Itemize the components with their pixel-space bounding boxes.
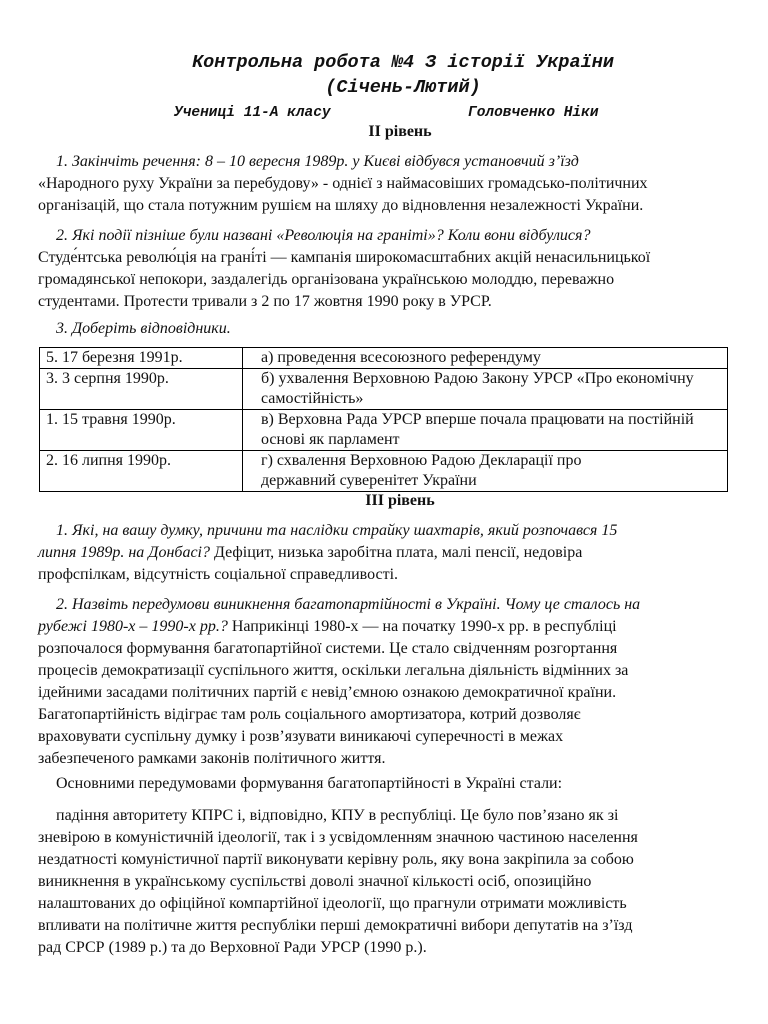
event-cell [243,348,728,369]
answer-text: Наприкінці 1980-х — на початку 1990-х рр. в республіці [227,618,617,635]
date-cell: 2. 16 липня 1990р. [40,451,243,492]
document-subtitle: (Січень-Лютий) [325,77,481,98]
paragraph-line: зневірою в комуністичній ідеології, так і з усвідомленням значною частиною населення [38,829,638,846]
answer-line: громадянської непокори, заздалегідь організована українською молоддю, переважно [38,271,615,288]
table-row [40,369,728,410]
answer-line: ідейними засадами політичних партій є невід’ємною ознакою демократичної країни. [38,684,617,701]
student-name: Головченко Ніки [468,105,599,121]
date-cell: 5. 17 березня 1991р. [40,348,243,369]
paragraph-details [38,805,738,959]
question-text: 1. Закінчіть речення: 8 – 10 вересня 1989р. у Києві відбувся установчий з’їзд [56,153,579,170]
paragraph-line: впливати на політичне життя республіки перші демократичні вибори депутатів на з’їзд [38,917,633,934]
level2-question-3 [38,318,738,340]
event-line: а) проведення всесоюзного референдуму [261,349,541,366]
event-cell [243,410,728,451]
paragraph-line: рад СРСР (1989 р.) та до Верховної Ради УРСР (1990 р.). [38,939,427,956]
level2-question-2 [38,225,738,313]
level3-question-2 [38,594,738,770]
paragraph-line: налаштованих до офіційної компартійної ідеології, що прагнули отримати можливість [38,895,627,912]
event-line: в) Верховна Рада УРСР вперше почала працювати на постійній [261,411,694,428]
question-text: липня 1989р. на Донбасі? [38,544,210,561]
date-cell: 3. 3 серпня 1990р. [40,369,243,410]
answer-text: Дефіцит, низька заробітна плата, малі пенсії, недовіра [210,544,583,561]
date-cell: 1. 15 травня 1990р. [40,410,243,451]
student-class: Учениці 11-А класу [174,105,331,121]
event-line: самостійність» [261,390,364,407]
paragraph-text: Основними передумовами формування багатопартійності в Україні стали: [56,775,563,792]
level3-question-1 [38,520,738,586]
event-line: державний суверенітет України [261,472,477,489]
answer-line: розпочалося формування багатопартійної системи. Це стало свідченням розгортання [38,640,618,657]
question-text: 1. Які, на вашу думку, причини та наслідки страйку шахтарів, який розпочався 15 [56,522,618,539]
answer-line: «Народного руху України за перебудову» - однієї з наймасовіших громадсько-політичних [38,175,648,192]
question-text: 3. Доберіть відповідники. [56,320,231,337]
table-row [40,451,728,492]
event-cell [243,369,728,410]
answer-line: Студе́нтська револю́ція на грані́ті — кампанія широкомасштабних акцій ненасильницької [38,249,651,266]
answer-line: Багатопартійність відіграє там роль соціального амортизатора, котрий дозволяє [38,706,581,723]
event-line: г) схвалення Верховною Радою Декларації про [261,452,582,469]
answer-line: студентами. Протести тривали з 2 по 17 жовтня 1990 року в УРСР. [38,293,492,310]
question-text: 2. Які події пізніше були названі «Революція на граніті»? Коли вони відбулися? [56,227,591,244]
document-title: Контрольна робота №4 З історії України [192,52,614,73]
question-text: 2. Назвіть передумови виникнення багатопартійності в Україні. Чому це сталось на [56,596,641,613]
answer-line [38,616,738,638]
answer-line: профспілкам, відсутність соціальної справедливості. [38,566,399,583]
table-row [40,410,728,451]
answer-line: враховувати суспільну думку і розв’язувати виникаючі суперечності в межах [38,728,564,745]
event-line: основі як парламент [261,431,400,448]
level-2-heading: ІІ рівень [368,123,432,140]
paragraph-line: падіння авторитету КПРС і, відповідно, КПУ в республіці. Це було пов’язано як зі [56,807,619,824]
paragraph-line: нездатності комуністичної партії виконувати керівну роль, яку вона закріпила за собою [38,851,634,868]
event-line: б) ухвалення Верховною Радою Закону УРСР «Про економічну [261,370,694,387]
answer-line: організацій, що стала потужним рушієм на шляху до відновлення незалежності України. [38,197,644,214]
table-row [40,348,728,369]
level2-question-1 [38,151,738,217]
answer-line: забезпеченого рамками законів політичного життя. [38,750,386,767]
matching-table [39,347,728,492]
question-text: рубежі 1980-х – 1990-х рр.? [38,618,228,635]
level-3-heading: ІІІ рівень [365,492,435,509]
paragraph-line: виникнення в українському суспільстві доволі значної кількості осіб, опозиційно [38,873,592,890]
paragraph-prerequisites [38,773,738,795]
answer-line [38,542,738,564]
event-cell [243,451,728,492]
answer-line: процесів демократизації суспільного життя, оскільки легальна діяльність відмінних за [38,662,629,679]
